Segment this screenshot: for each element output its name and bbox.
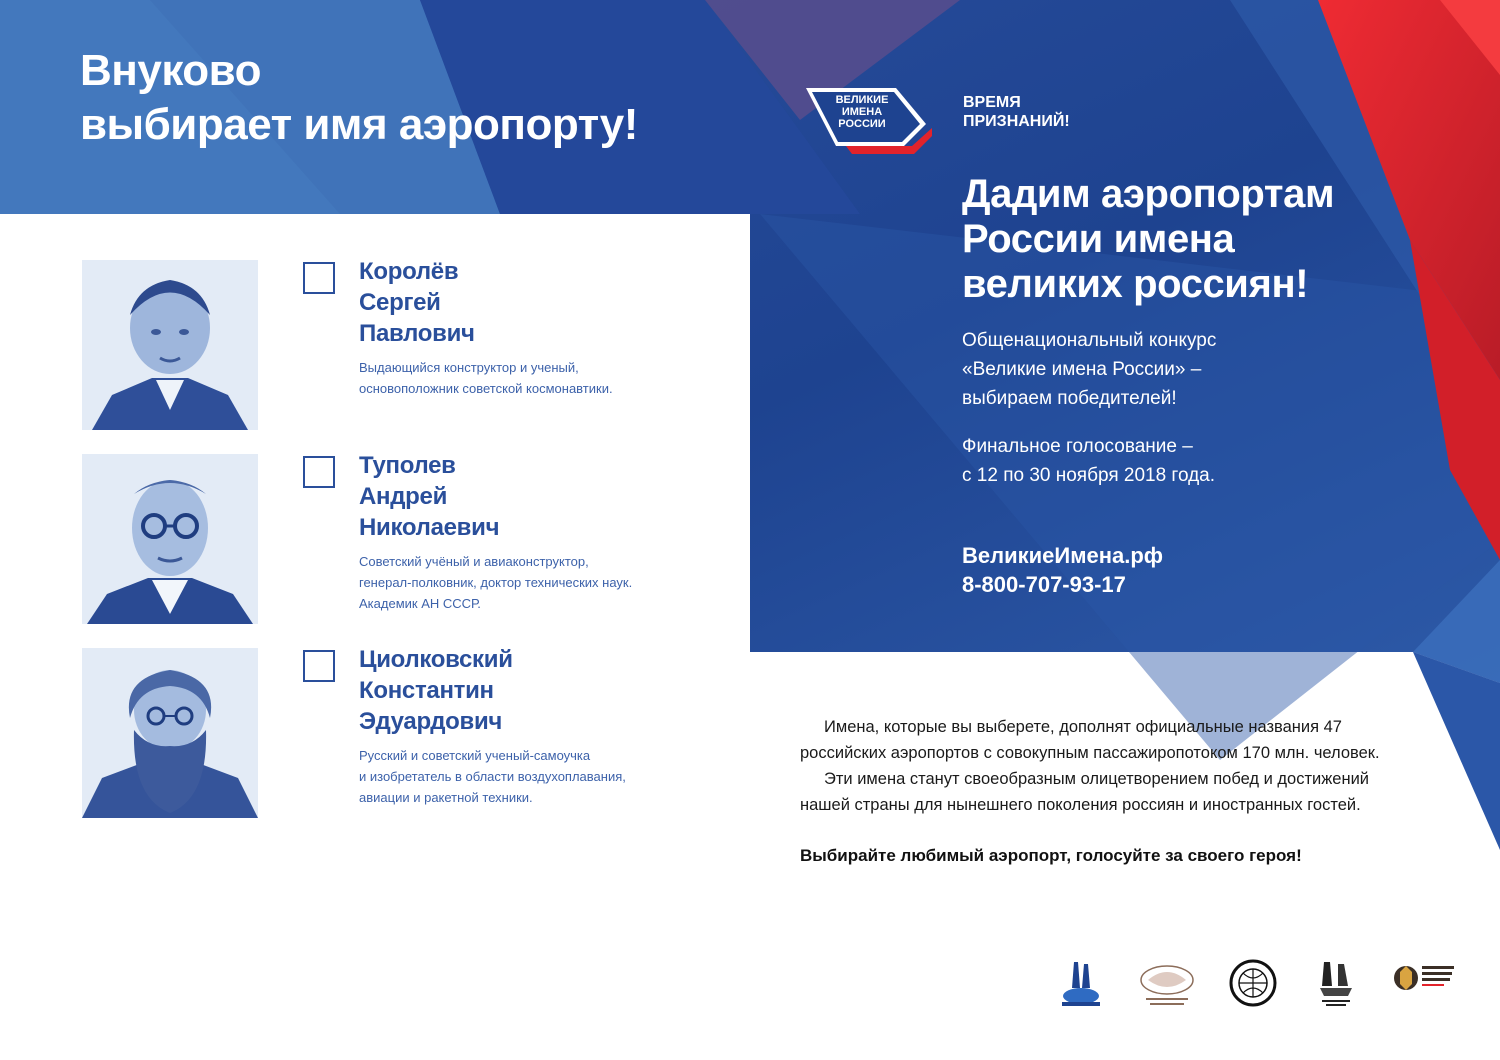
body-line: Эти имена станут своеобразным олицетворением побед и достижений (824, 770, 1370, 788)
candidate-name (359, 256, 689, 349)
candidate-name (359, 450, 689, 543)
description-line: и изобретатель в области воздухоплавания, (359, 769, 626, 784)
body-line: российских аэропортов с совокупным пассажиропотоком 170 млн. человек. (800, 744, 1380, 762)
tagline-line-1: ВРЕМЯ (963, 94, 1021, 111)
partner-logo-2 (1138, 958, 1196, 1008)
description-line: генерал-полковник, доктор технических наук. (359, 575, 633, 590)
headline-line-1: Дадим аэропортам (962, 172, 1335, 216)
candidate-first-name: Андрей (359, 483, 448, 510)
voting-line-1: Финальное голосование – (962, 436, 1193, 457)
logo-line-3: РОССИИ (838, 118, 886, 130)
tagline-line-2: ПРИЗНАНИЙ! (963, 113, 1070, 130)
description-line: Академик АН СССР. (359, 596, 481, 611)
headline-line-2: России имена (962, 217, 1235, 261)
korolev-checkbox[interactable] (303, 262, 335, 294)
candidate-surname: Туполев (359, 452, 456, 479)
call-to-action: Выбирайте любимый аэропорт, голосуйте за своего героя! (800, 846, 1302, 865)
logo-line-2: ИМЕНА (841, 106, 883, 118)
body-paragraph-2 (800, 766, 1420, 818)
contest-info (962, 326, 1216, 413)
korolev-portrait (82, 260, 258, 430)
korolev-info (359, 256, 689, 399)
body-paragraph-1 (800, 714, 1420, 766)
tsiolkovsky-portrait (82, 648, 258, 818)
candidate-description (359, 357, 689, 399)
candidate-surname: Циолковский (359, 646, 513, 673)
candidate-name (359, 644, 689, 737)
candidate-patronymic: Эдуардович (359, 708, 503, 735)
candidate-first-name: Константин (359, 677, 494, 704)
tagline (963, 93, 1070, 131)
partner-logos (1060, 958, 1460, 1008)
title-line-1: Внуково (80, 46, 261, 95)
description-line: основоположник советской космонавтики. (359, 381, 613, 396)
description-line: Советский учёный и авиаконструктор, (359, 554, 589, 569)
tupolev-checkbox[interactable] (303, 456, 335, 488)
contest-line-3: выбираем победителей! (962, 388, 1177, 409)
tupolev-info (359, 450, 689, 614)
tupolev-portrait (82, 454, 258, 624)
description-line: Выдающийся конструктор и ученый, (359, 360, 579, 375)
partner-logo-4 (1316, 958, 1356, 1008)
logo-line-1: ВЕЛИКИЕ (835, 94, 889, 106)
candidate-patronymic: Павлович (359, 320, 475, 347)
partner-logo-3 (1228, 958, 1278, 1008)
page-title (80, 44, 638, 152)
voting-line-2: с 12 по 30 ноября 2018 года. (962, 465, 1216, 486)
body-line: нашей страны для нынешнего поколения россиян и иностранных гостей. (800, 796, 1361, 814)
headline-line-3: великих россиян! (962, 262, 1309, 306)
title-line-2: выбирает имя аэропорту! (80, 100, 638, 149)
logo-text (824, 94, 900, 130)
partner-logo-1 (1060, 958, 1102, 1008)
contest-line-2: «Великие имена России» – (962, 359, 1202, 380)
tsiolkovsky-info (359, 644, 689, 808)
partner-logo-5 (1392, 958, 1456, 1008)
candidate-surname: Королёв (359, 258, 459, 285)
tsiolkovsky-checkbox[interactable] (303, 650, 335, 682)
headline (962, 172, 1334, 307)
body-line: Имена, которые вы выберете, дополнят официальные названия 47 (824, 718, 1342, 736)
candidate-patronymic: Николаевич (359, 514, 500, 541)
phone-number[interactable]: 8-800-707-93-17 (962, 572, 1126, 597)
voting-dates (962, 432, 1215, 490)
candidate-first-name: Сергей (359, 289, 441, 316)
contest-line-1: Общенациональный конкурс (962, 330, 1217, 351)
description-line: авиации и ракетной техники. (359, 790, 533, 805)
candidate-description (359, 745, 689, 808)
candidate-description (359, 551, 689, 614)
description-line: Русский и советский ученый-самоучка (359, 748, 591, 763)
contacts (962, 541, 1163, 599)
website-link[interactable]: ВеликиеИмена.рф (962, 543, 1164, 568)
